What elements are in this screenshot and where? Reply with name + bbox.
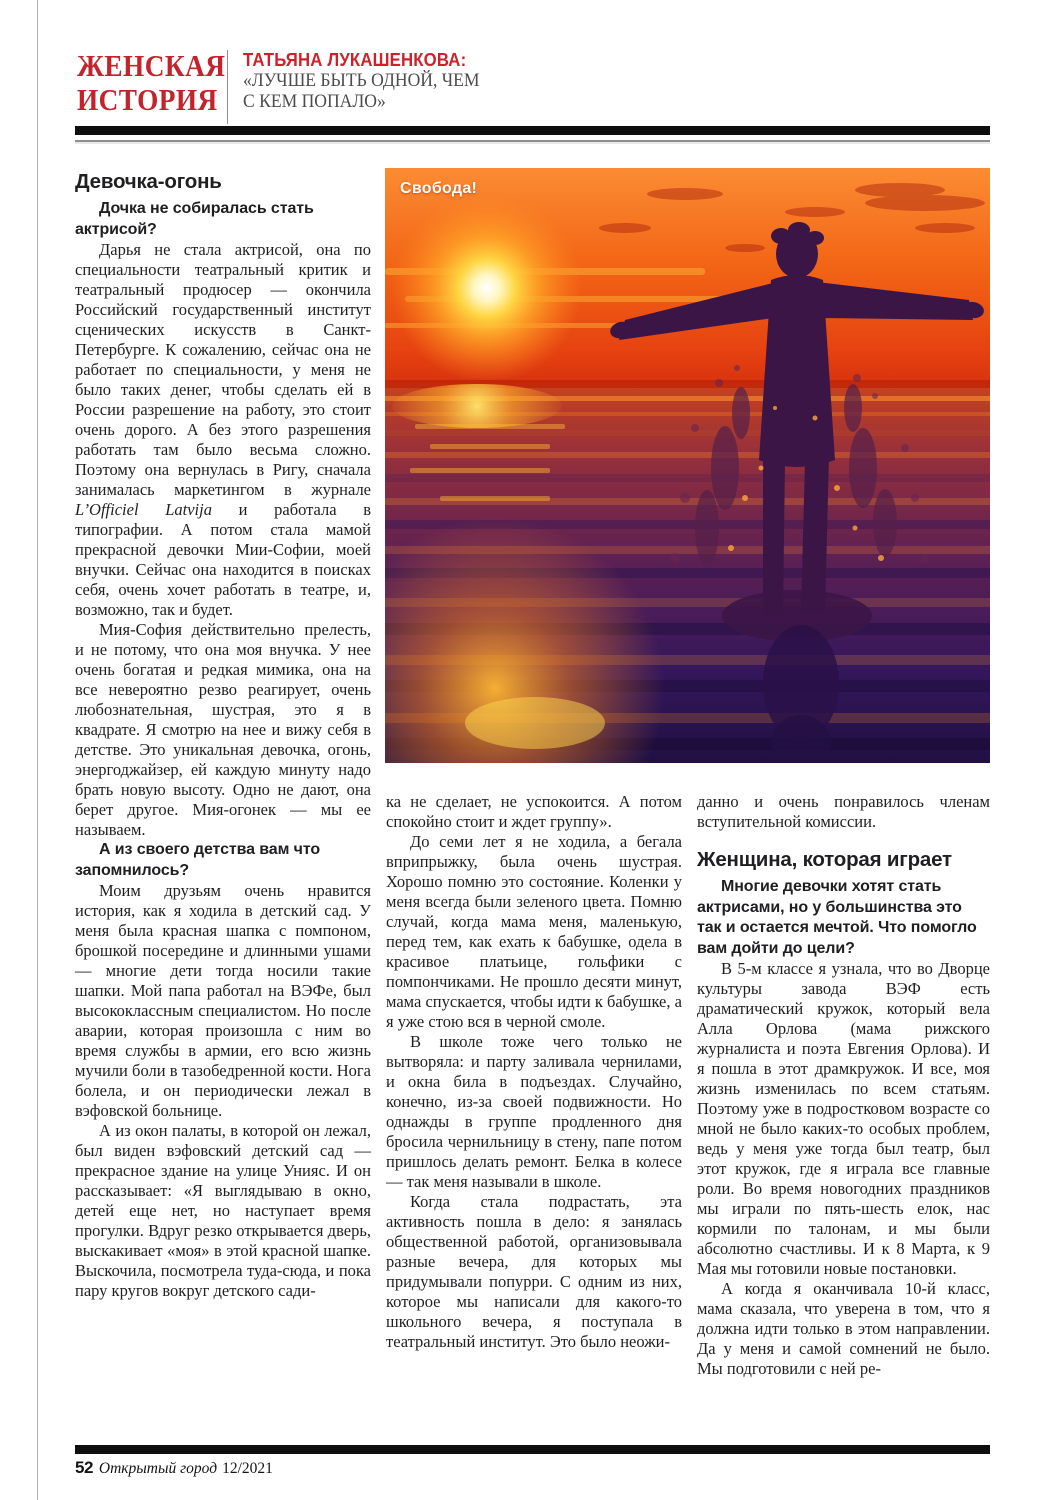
paragraph — [75, 240, 371, 620]
paragraph: Моим друзьям очень нравится история, как я ходила в детский сад. У меня была красная шапка с помпоном, брошкой посередине и длинными ушами — многие дети тогда носили такие шапки. Мой папа работал на ВЭФе, был высококлассным специалистом. Но после аварии, которая произошла с ним во время службы в армии, его всю жизнь мучили боли в тазобедренной кости. Нога болела, и он периодически лежал в вэфовской больнице. — [75, 881, 371, 1120]
interview-question: Многие девочки хотят стать актрисами, но у большинства это так и остается мечтой. Что помогло вам дойти до цели? — [697, 878, 977, 957]
interview-question: А из своего детства вам что запомнилось? — [75, 841, 321, 879]
paragraph: А когда я оканчивала 10-й класс, мама сказала, что уверена в том, что я должна идти только в этом направлении. Да у меня и самой сомнений не было. Мы подготовили с ней ре- — [697, 1279, 990, 1378]
interview-question: Дочка не собиралась стать актрисой? — [75, 200, 314, 238]
paragraph: А из окон палаты, в которой он лежал, был виден вэфовский детский сад — прекрасное здание на улице Унияс. И он рассказывает: «Я выглядываю в окно, детей еще нет, но наступает время прогулки. Вдруг резко открывается дверь, выскакивает «моя» в этой красной шапке. Выскочила, посмотрела туда-сюда, и пока пару кругов вокруг детского сади- — [75, 1121, 371, 1300]
paragraph-text: Дарья не стала актрисой, она по специальности театральный критик и театральный продюсер — окончила Российский государственный институт сценических искусств в Санкт-Петербурге. К сожалению, сейчас она не работает по специальности, у меня не было таких денег, чтобы сделать ей в России разрешение на работу, это стоит очень дорого. А без этого разрешения работать там было весьма сложно. Поэтому она вернулась в Ригу, сначала занималась маркетингом в журнале — [75, 240, 371, 499]
column-right — [697, 170, 990, 1379]
column-middle — [386, 170, 682, 1352]
magazine-name: Открытый город — [98, 1460, 218, 1477]
photo-caption: Свобода! — [400, 180, 478, 197]
section-label-line1: ЖЕНСКАЯ — [77, 48, 226, 83]
page-margin-rule — [37, 0, 38, 1500]
section-label — [77, 49, 225, 117]
header-rule-black — [75, 126, 990, 135]
footer — [75, 1458, 273, 1478]
subhead-woman-who-plays: Женщина, которая играет — [697, 848, 952, 871]
paragraph-continuation: данно и очень понравилось членам вступительной комиссии. — [697, 792, 990, 831]
interviewee-name: ТАТЬЯНА ЛУКАШЕНКОВА: — [243, 50, 467, 70]
paragraph: До семи лет я не ходила, а бегала вприпрыжку, была очень шустрая. Хорошо помню это состояние. Коленки у меня всегда были зеленого цвета. Помню случай, когда мама меня, маленькую, перед тем, как ехать к бабушке, одела в красивое платьице, гольфики с помпончиками. Не прошло десяти минут, мама спускается, чтобы идти к бабушке, а я уже стою вся в черной смоле. — [386, 832, 682, 1031]
subhead-girl-fire: Девочка-огонь — [75, 170, 222, 193]
paragraph: В 5-м классе я узнала, что во Дворце культуры завода ВЭФ есть драматический кружок, который вела Алла Орлова (мама рижского журналиста и поэта Евгения Орлова). И я пошла в этот драмкружок. И все, моя жизнь изменилась по всем статьям. Поэтому уже в подростковом возрасте со мной не было каких-то особых проблем, ведь у меня уже тогда был театр, был этот кружок, где я играла все главные роли. Во время новогодних праздников мы играли по пять-шесть елок, нас кормили по талонам, и мы были абсолютно счастливы. И к 8 Марта, к 9 Мая мы готовили новые постановки. — [697, 959, 990, 1278]
footer-rule-black — [75, 1445, 990, 1454]
paragraph: Мия-София действительно прелесть, и не потому, что она моя внучка. У нее очень богатая и редкая мимика, она на все невероятно резво реагирует, очень любознательная, шустрая, это я в квадрате. Я смотрю на нее и вижу себя в детстве. Это уникальная девочка, огонь, энергоджайзер, ей каждую минуту надо брать новую высоту. Одно не дают, она берет другое. Мия-огонек — мы ее называем. — [75, 620, 371, 839]
paragraph-text: и работала в типографии. А потом стала мамой прекрасной девочки Мии-Софии, моей внучки. Сейчас она находится в поисках себя, очень хочет работать в театре, и, возможно, так и будет. — [75, 500, 372, 619]
header-divider — [227, 50, 228, 124]
magazine-title-italic: L’Officiel Latvija — [75, 500, 212, 519]
headline-quote-line1: «ЛУЧШЕ БЫТЬ ОДНОЙ, ЧЕМ — [243, 71, 480, 91]
column-left — [75, 170, 371, 1301]
paragraph: В школе тоже чего только не вытворяла: и парту заливала чернилами, и окна била в подъездах. Случайно, конечно, из-за своей подвижности. Но однажды в группе продленного дня бросила чернильницу в стену, папе потом пришлось делать ремонт. Белка в колесе — так меня называли в школе. — [386, 1032, 682, 1191]
paragraph: Когда стала подрастать, эта активность пошла в дело: я занялась общественной работой, организовывала разные вечера, для которых мы придумывали попурри. С одним из них, которое мы написали для какого-то школьного вечера, я поступала в театральный институт. Это было неожи- — [386, 1192, 682, 1351]
issue-number: 12/2021 — [222, 1460, 273, 1477]
header-rule-gray — [75, 140, 990, 144]
headline-block — [243, 49, 492, 112]
article-body — [75, 170, 990, 1379]
page-number: 52 — [75, 1458, 93, 1477]
section-label-line2: ИСТОРИЯ — [77, 82, 218, 117]
paragraph-continuation: ка не сделает, не успокоится. А потом спокойно стоит и ждет группу». — [386, 792, 682, 831]
headline-quote-line2: С КЕМ ПОПАЛО» — [243, 91, 386, 112]
